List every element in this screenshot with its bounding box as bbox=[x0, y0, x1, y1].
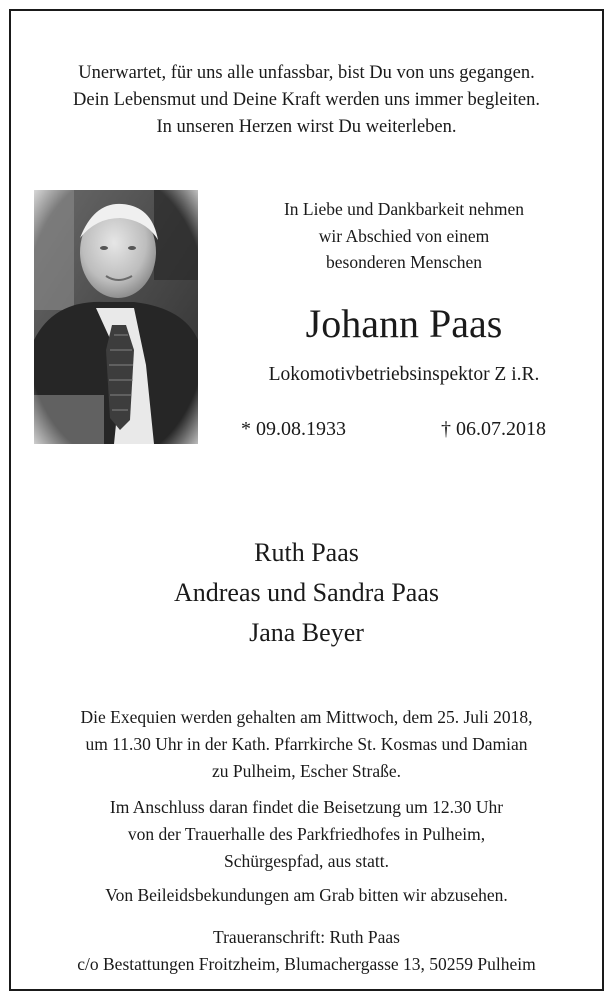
exequien-line: zu Pulheim, Escher Straße. bbox=[211, 761, 402, 781]
burial-line: Schürgespfad, aus statt. bbox=[224, 851, 389, 871]
intro-line: Unerwartet, für uns alle unfassbar, bist Du von uns gegangen. bbox=[78, 63, 535, 83]
death-date: † 06.07.2018 bbox=[441, 418, 546, 440]
condolence-note bbox=[0, 882, 613, 909]
mourning-address bbox=[0, 924, 613, 978]
burial-line: von der Trauerhalle des Parkfriedhofes in Pulheim, bbox=[127, 824, 486, 844]
family-member: Ruth Paas bbox=[254, 538, 359, 567]
exequien-line: Die Exequien werden gehalten am Mittwoch, dem 25. Juli 2018, bbox=[80, 707, 533, 727]
farewell-line: In Liebe und Dankbarkeit nehmen bbox=[283, 199, 525, 219]
farewell-line: wir Abschied von einem bbox=[318, 225, 490, 246]
address-line: Traueranschrift: Ruth Paas bbox=[213, 927, 400, 947]
burial-line: Im Anschluss daran findet die Beisetzung um 12.30 Uhr bbox=[109, 797, 504, 817]
address-line: c/o Bestattungen Froitzheim, Blumachergasse 13, 50259 Pulheim bbox=[77, 954, 536, 974]
portrait-image bbox=[34, 190, 198, 444]
farewell-text bbox=[218, 196, 590, 276]
family-member: Andreas und Sandra Paas bbox=[174, 578, 439, 607]
farewell-line: besonderen Menschen bbox=[326, 252, 482, 272]
deceased-name: Johann Paas bbox=[305, 301, 503, 346]
intro-text bbox=[0, 60, 613, 141]
burial-text bbox=[0, 794, 613, 875]
deceased-title: Lokomotivbetriebsinspektor Z i.R. bbox=[268, 364, 540, 385]
birth-date: * 09.08.1933 bbox=[241, 418, 346, 440]
intro-line: In unseren Herzen wirst Du weiterleben. bbox=[156, 117, 457, 137]
exequien-text bbox=[0, 704, 613, 785]
exequien-line: um 11.30 Uhr in der Kath. Pfarrkirche St. Kosmas und Damian bbox=[85, 734, 528, 754]
intro-line: Dein Lebensmut und Deine Kraft werden uns immer begleiten. bbox=[73, 90, 540, 110]
family-member: Jana Beyer bbox=[249, 618, 364, 647]
family-names bbox=[0, 533, 613, 653]
condolence-line: Von Beileidsbekundungen am Grab bitten wir abzusehen. bbox=[105, 885, 508, 905]
portrait-photo bbox=[34, 190, 198, 444]
